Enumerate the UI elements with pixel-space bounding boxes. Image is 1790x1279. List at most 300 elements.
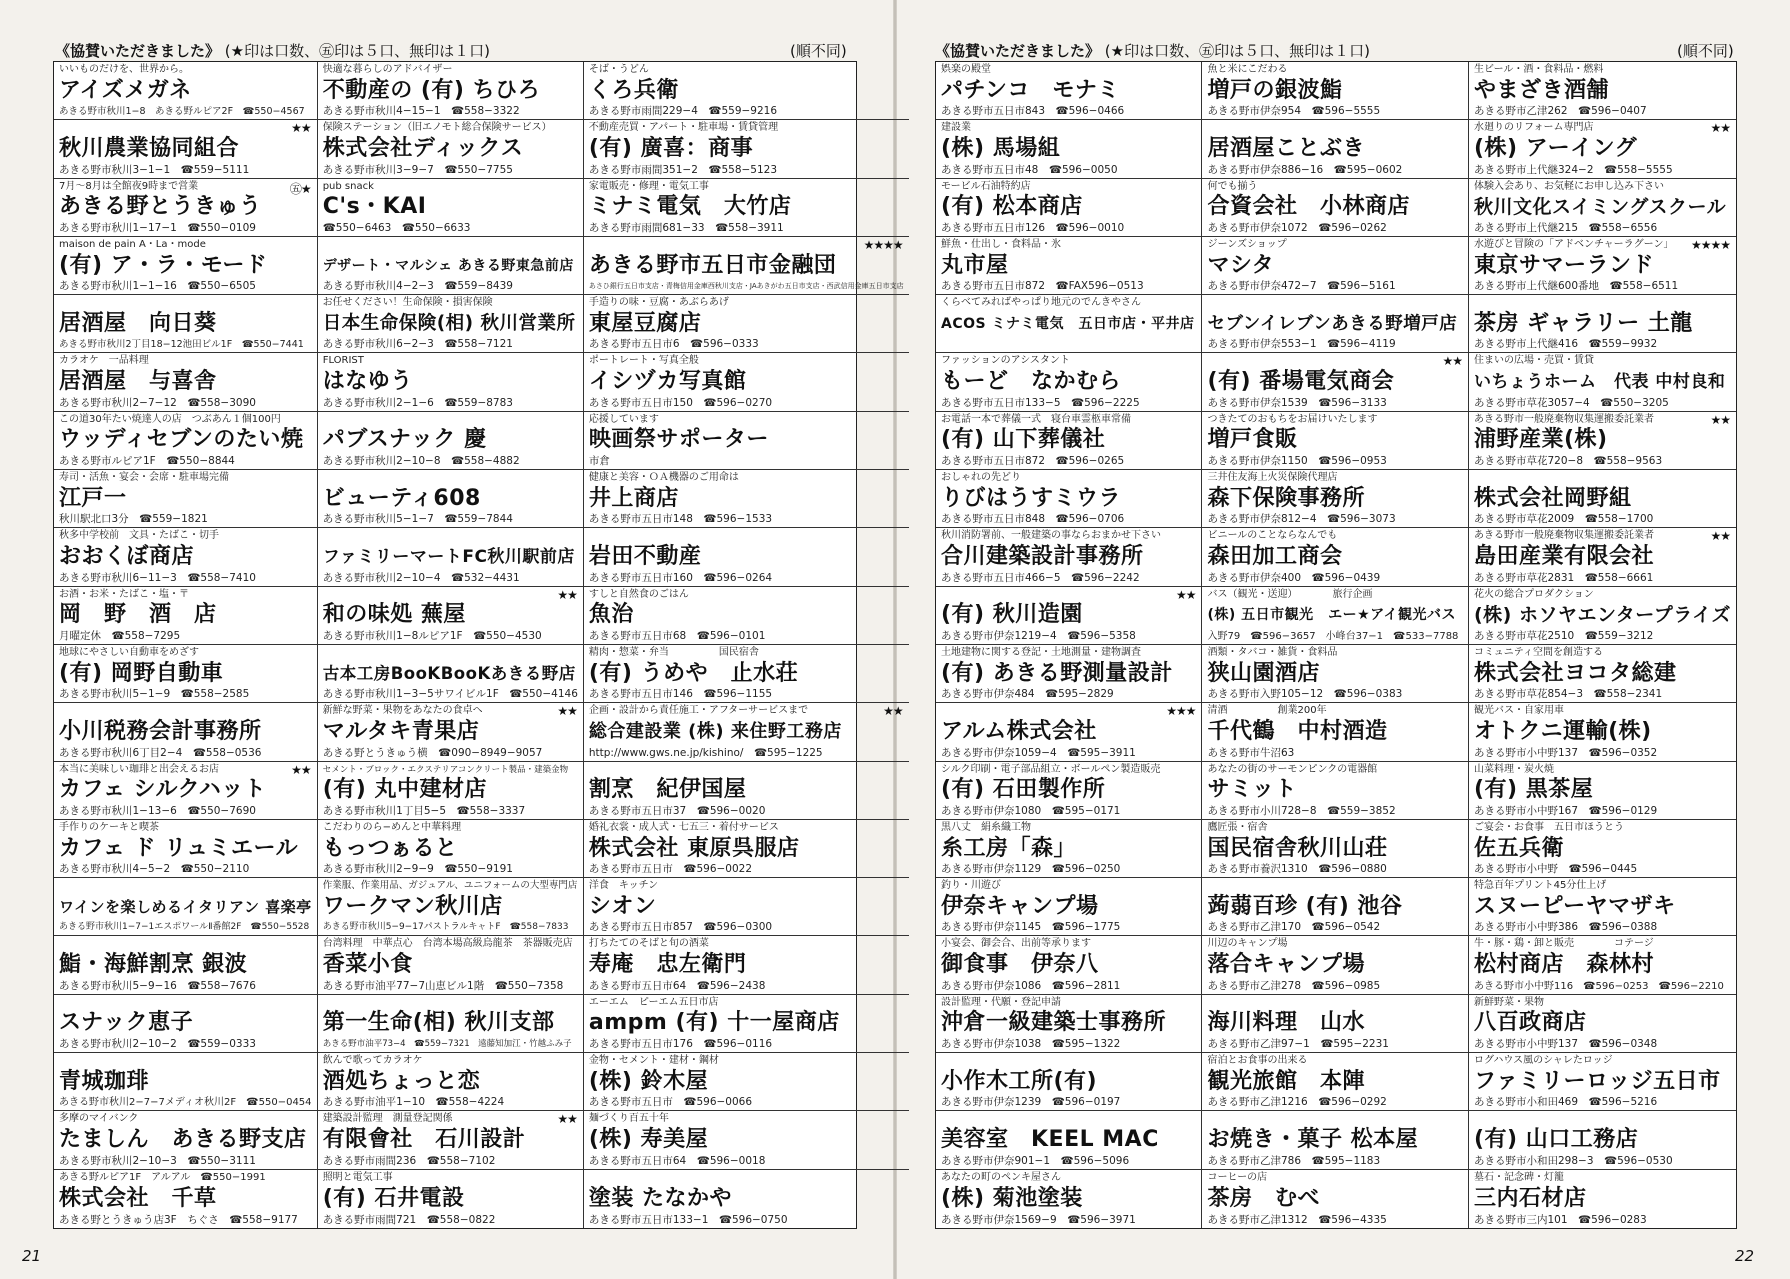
sponsor-caption: お電話一本で葬儀一式 寝台車霊柩車常備 [941, 413, 1131, 425]
sponsor-address: あきる野市小川728−8 ☎559−3852 [1207, 804, 1396, 817]
sponsor-cell [318, 353, 584, 411]
sponsor-address: あきる野市五日市133−5 ☎596−2225 [941, 396, 1140, 409]
sponsor-name: カフェ ド リュミエール [59, 835, 299, 861]
sponsor-cell [1469, 353, 1736, 411]
sponsor-cell [1202, 1053, 1469, 1111]
sponsor-cell [936, 62, 1202, 120]
sponsor-name: (株) 鈴木屋 [588, 1068, 709, 1094]
sponsor-cell [318, 995, 584, 1053]
sponsor-caption: 台湾料理 中華点心 台湾本場高級烏龍茶 茶器販売店 [322, 938, 573, 950]
sponsor-address: あきる野市小中野167 ☎596−0129 [1473, 804, 1658, 817]
sponsor-address: あきる野市五日市133−1 ☎596−0750 [588, 1213, 788, 1226]
sponsor-address: あきる野市伊奈1080 ☎595−0171 [941, 804, 1121, 817]
sponsor-address: あきる野市伊奈901−1 ☎596−5096 [941, 1154, 1130, 1167]
sponsor-name: 三内石材店 [1473, 1185, 1587, 1211]
sponsor-address: あきる野市秋川6−11−3 ☎558−7410 [59, 571, 256, 584]
sponsor-address: あきる野市秋川5−9−17パストラルキャトF ☎558−7833 [322, 922, 569, 933]
sponsor-address: あきる野市牛沼63 [1207, 746, 1295, 759]
sponsor-name: 和の味処 蕪屋 [322, 602, 466, 628]
sponsor-name: デザート・マルシェ あきる野東急前店 [322, 257, 574, 274]
sponsor-caption [941, 589, 1196, 601]
sponsor-caption [59, 997, 312, 1009]
sponsor-address: あきる野市秋川2−10−4 ☎532−4431 [322, 571, 520, 584]
sponsor-cell [584, 936, 909, 994]
sponsor-name: 浦野産業(株) [1473, 427, 1608, 453]
sponsor-address: あきる野市秋川6−2−3 ☎558−7121 [322, 338, 513, 351]
sponsor-address: あきる野市養沢1310 ☎596−0880 [1207, 863, 1387, 876]
sponsor-address: あきる野市小和田469 ☎596−5216 [1473, 1096, 1658, 1109]
sponsor-cell [584, 528, 909, 586]
sponsor-name: 割烹 紀伊国屋 [588, 777, 747, 803]
sponsor-name: 魚治 [588, 602, 634, 628]
sponsor-cell [1202, 1170, 1469, 1228]
sponsor-cell [318, 1111, 584, 1169]
sponsor-address: あきる野市油平73−4 ☎559−7321 遠藤知加江・竹越ふみ子 [322, 1039, 572, 1050]
sponsor-name: 増戸食販 [1207, 427, 1298, 453]
sponsor-caption [323, 472, 578, 484]
sponsor-cell [318, 703, 584, 761]
sponsor-caption [589, 239, 904, 251]
sponsor-name: もっつぁると [322, 835, 458, 861]
sponsor-address: 入野79 ☎596−3657 小峰台37−1 ☎533−7788 [1207, 630, 1459, 642]
sponsor-name: 森下保険事務所 [1207, 485, 1365, 511]
sponsor-name: 観光旅館 本陣 [1207, 1068, 1365, 1094]
sponsor-name: お焼き・菓子 松本屋 [1207, 1126, 1419, 1152]
sponsor-caption: FLORIST [322, 355, 364, 367]
sponsor-name: (有) 石田製作所 [941, 777, 1106, 803]
sponsor-address: あきる野市五日市126 ☎596−0010 [941, 221, 1125, 234]
sponsor-address: ☎550−6463 ☎550−6633 [322, 221, 471, 234]
sponsor-cell [936, 412, 1202, 470]
sponsor-caption [1474, 297, 1731, 309]
sponsor-caption: 精肉・惣菜・弁当 国民宿舎 [588, 646, 759, 658]
sponsor-caption: カラオケ 一品料理 [59, 355, 149, 367]
sponsor-address: あきる野市乙津278 ☎596−0985 [1207, 979, 1381, 992]
sponsor-caption: コミュニティ空間を創造する [1473, 646, 1603, 658]
sponsor-cell [584, 820, 909, 878]
sponsor-cell [318, 645, 584, 703]
sponsor-caption [323, 530, 578, 542]
sponsor-address: あきる野市小中野 ☎596−0445 [1473, 863, 1638, 876]
sponsor-address: あきる野市草花854−3 ☎558−2341 [1473, 688, 1663, 701]
sponsor-caption [1207, 122, 1463, 134]
sponsor-name: (有) 黒茶屋 [1473, 777, 1594, 803]
sponsor-name: 井上商店 [588, 485, 679, 511]
sponsor-address: あきる野市五日市64 ☎596−2438 [588, 979, 766, 992]
sponsor-caption: 快適な暮らしのアドバイザー [322, 64, 453, 75]
sponsor-name: 伊奈キャンプ場 [941, 893, 1099, 919]
sponsor-cell [54, 936, 318, 994]
sponsor-address: あきる野市五日市37 ☎596−0020 [588, 804, 766, 817]
sponsor-cell [584, 1053, 909, 1111]
sponsor-address: あきる野市秋川2−10−2 ☎559−0333 [59, 1038, 256, 1051]
sponsor-name: パチンコ モナミ [941, 77, 1120, 103]
sponsor-caption: 体験入会あり、お気軽にお申し込み下さい [1473, 180, 1664, 192]
sponsor-address: あきる野市伊奈1145 ☎596−1775 [941, 921, 1121, 934]
sponsor-caption: あきる野市一般廃棄物収集運搬委託業者 [1473, 413, 1654, 425]
sponsor-address: あきる野市小中野386 ☎596−0388 [1473, 921, 1658, 934]
sponsor-address: あきる野市秋川1−17−1 ☎550−0109 [59, 221, 256, 234]
sponsor-name: 秋川文化スイミングスクール [1473, 196, 1727, 219]
sponsor-caption: 黒八丈 絹糸織工物 [941, 821, 1031, 833]
sponsor-cell [54, 1111, 318, 1169]
sponsor-address: あきる野市五日市176 ☎596−0116 [588, 1038, 773, 1051]
sponsor-cell [318, 528, 584, 586]
sponsor-caption: ファッションのアシスタント [941, 355, 1070, 367]
sponsor-caption: モービル石油特約店 [941, 180, 1031, 192]
sponsor-name: ACOS ミナミ電気 五日市店・平井店 [941, 315, 1195, 332]
sponsor-caption: 応援しています [588, 413, 659, 425]
sponsor-cell [1469, 645, 1736, 703]
sponsor-caption: 住まいの広場・売買・賃貸 [1473, 355, 1594, 367]
sponsor-cell [584, 120, 909, 178]
sponsor-address: あきる野市秋川1−13−6 ☎550−7690 [59, 804, 256, 817]
sponsor-cell [1469, 995, 1736, 1053]
sponsor-cell [54, 295, 318, 353]
page-number: 21 [22, 1247, 42, 1265]
sponsor-cell [584, 1111, 909, 1169]
sponsor-cell [584, 412, 909, 470]
sponsor-caption: 建設業 [941, 122, 971, 134]
sponsor-name: 青城珈琲 [59, 1068, 150, 1094]
sponsor-name: 丸市屋 [941, 252, 1009, 278]
sponsor-cell [54, 412, 318, 470]
sponsor-caption: 家電販売・修理・電気工事 [588, 180, 709, 192]
sponsor-caption: 水廻りのリフォーム専門店 [1473, 122, 1594, 134]
sponsor-cell [1469, 470, 1736, 528]
sponsor-cell [936, 179, 1202, 237]
sponsor-address: あきる野市秋川1−8 あきる野ルピア2F ☎550−4567 [59, 106, 305, 118]
sponsor-cell [936, 878, 1202, 936]
sponsor-cell [936, 120, 1202, 178]
sponsor-name: りびはうすミウラ [941, 485, 1122, 511]
sponsor-cell [1202, 995, 1469, 1053]
sponsor-address: あきる野市秋川2−1−6 ☎559−8783 [322, 396, 513, 409]
sponsor-caption: 新鮮野菜・果物 [1473, 996, 1544, 1008]
sponsor-name: 小作木工所(有) [941, 1068, 1098, 1094]
sponsor-name: 蒟蒻百珍 (有) 池谷 [1207, 893, 1403, 919]
sponsor-cell [936, 528, 1202, 586]
sponsor-address: 秋川駅北口3分 ☎559−1821 [59, 513, 208, 526]
sponsor-caption [589, 764, 904, 776]
sponsor-cell [584, 645, 909, 703]
sponsor-caption: 牛・豚・鶏・卸と販売 コテージ [1473, 938, 1654, 950]
sponsor-cell [1202, 820, 1469, 878]
sponsor-cell [1202, 179, 1469, 237]
sponsor-caption: 三井住友海上火災保険代理店 [1207, 472, 1338, 484]
sponsor-address: あきる野市五日市68 ☎596−0101 [588, 629, 766, 642]
sponsor-name: (有) ア・ラ・モード [59, 252, 268, 278]
sponsor-address: あきる野市伊奈886−16 ☎595−0602 [1207, 163, 1403, 176]
sponsor-caption [59, 938, 312, 950]
sponsor-caption [323, 647, 578, 659]
sponsor-caption: 酒類・タバコ・雑貨・食料品 [1207, 646, 1338, 658]
sponsor-caption [1207, 880, 1463, 892]
sponsor-address: あきる野市上代継215 ☎558−6556 [1473, 221, 1658, 234]
sponsor-address: あきる野市五日市64 ☎596−0018 [588, 1154, 766, 1167]
sponsor-cell [1202, 412, 1469, 470]
sponsor-grid-right [935, 61, 1737, 1229]
sponsor-address: あきる野市秋川3−9−7 ☎550−7755 [322, 163, 513, 176]
sponsor-cell [1202, 645, 1469, 703]
sponsor-address: あきる野とうきゅう横 ☎090−8949−9057 [322, 746, 543, 759]
sponsor-cell [54, 1053, 318, 1111]
sponsor-cell [54, 587, 318, 645]
sponsor-name: (株) 五日市観光 エー★アイ観光バス [1207, 607, 1456, 624]
sponsor-cell [584, 179, 909, 237]
sponsor-cell [1202, 878, 1469, 936]
sponsor-caption: 魚と米にこだわる [1207, 64, 1288, 75]
sponsor-cell [936, 645, 1202, 703]
sponsor-caption: おしゃれの先どり [941, 472, 1021, 484]
sponsor-name: (株) 馬場組 [941, 135, 1061, 161]
sponsor-caption: 何でも揃う [1207, 180, 1258, 192]
sponsor-name: (有) 番場電気商会 [1207, 369, 1395, 395]
sponsor-address: あきる野市秋川1丁目5−5 ☎558−3337 [322, 804, 526, 817]
sponsor-address: あきる野市草花3057−4 ☎550−3205 [1473, 396, 1669, 409]
sponsor-address: あきる野市乙津262 ☎596−0407 [1473, 105, 1647, 118]
sponsor-caption: maison de pain A・La・mode [59, 238, 206, 250]
sponsor-stars: ★★ [1710, 529, 1730, 544]
sponsor-cell [54, 528, 318, 586]
sponsor-cell [1202, 762, 1469, 820]
sponsor-cell [936, 762, 1202, 820]
sponsor-address: あきる野市秋川3−1−1 ☎559−5111 [59, 163, 250, 176]
sponsor-name: 鮨・海鮮割烹 銀波 [59, 952, 248, 978]
sponsor-address: あきる野市秋川1−8ルピア1F ☎550−4530 [322, 629, 542, 642]
sponsor-address: あきる野市乙津1312 ☎596−4335 [1207, 1213, 1387, 1226]
sponsor-cell [1469, 528, 1736, 586]
sponsor-address: あきる野市秋川2−10−8 ☎558−4882 [322, 455, 520, 468]
sponsor-name: 塗装 たなかや [588, 1185, 733, 1211]
sponsor-caption: シルク印刷・電子部品組立・ボールペン製造販売 [941, 763, 1161, 775]
sponsor-name: くろ兵衛 [588, 77, 679, 103]
sponsor-caption: バス（観光・送迎） 旅行企画 [1207, 588, 1373, 600]
sponsor-cell [1469, 587, 1736, 645]
sponsor-name: ビューティ608 [322, 485, 481, 511]
sponsor-cell [1202, 62, 1469, 120]
sponsor-address: あきる野市伊奈812−4 ☎596−3073 [1207, 513, 1396, 526]
sponsor-name: 八百政商店 [1473, 1010, 1587, 1036]
sponsor-name: 秋川農業協同組合 [59, 135, 240, 161]
sponsor-address: あきる野市秋川2丁目18−12池田ビル1F ☎550−7441 [59, 339, 304, 351]
sponsor-stars: ★★ [1442, 354, 1462, 369]
sponsor-caption: エーエム ピーエム五日市店 [588, 996, 719, 1008]
sponsor-name: カフェ シルクハット [59, 777, 267, 803]
sponsor-address: あきる野市雨間236 ☎558−7102 [322, 1154, 496, 1167]
sponsor-address: あきる野市五日市872 ☎596−0265 [941, 455, 1125, 468]
sponsor-caption: pub snack [322, 180, 374, 192]
sponsor-address: あきる野市秋川5−9−16 ☎558−7676 [59, 979, 256, 992]
sponsor-caption: 本当に美味しい珈琲と出会えるお店 [59, 763, 219, 775]
sponsor-name: ワークマン秋川店 [322, 893, 503, 919]
sponsor-caption: くらべてみればやっぱり地元のでんきやさん [941, 297, 1141, 309]
sponsor-name: (有) あきる野測量設計 [941, 660, 1173, 686]
sponsor-address: あきる野市伊奈1086 ☎596−2811 [941, 979, 1121, 992]
sponsor-name: ファミリーロッジ五日市 [1473, 1068, 1721, 1094]
sponsor-name: 増戸の銀波鮨 [1207, 77, 1343, 103]
sponsor-cell [54, 62, 318, 120]
sponsor-caption: 飲んで歌ってカラオケ [322, 1055, 423, 1067]
sponsor-caption: 鷹匠張・宿舎 [1207, 821, 1268, 833]
sponsor-name: 合川建築設計事務所 [941, 544, 1144, 570]
sponsor-address: あきる野市秋川5−1−9 ☎558−2585 [59, 688, 250, 701]
sponsor-address: あきる野市秋川4−5−2 ☎550−2110 [59, 863, 250, 876]
sponsor-address: あきる野市五日市848 ☎596−0706 [941, 513, 1125, 526]
sponsor-name: アイズメガネ [59, 77, 192, 103]
sponsor-cell [584, 353, 909, 411]
sponsor-caption [1207, 1113, 1463, 1125]
sponsor-caption [589, 1172, 904, 1184]
sponsor-caption: 照明と電気工事 [322, 1171, 393, 1183]
sponsor-caption: こだわりのら−めんと中華料理 [322, 821, 462, 833]
sponsor-name: 株式会社 千草 [59, 1185, 217, 1211]
sponsor-name: 岩田不動産 [588, 544, 702, 570]
sponsor-address: あきる野市秋川6丁目2−4 ☎558−0536 [59, 746, 262, 759]
sponsor-caption: 鮮魚・仕出し・食料品・氷 [941, 238, 1061, 250]
sponsor-caption: 小宴会、御会合、出前等承ります [941, 938, 1091, 950]
sponsor-caption: 地球にやさしい自動車をめざす [59, 646, 199, 658]
sponsor-address: あきる野市雨間721 ☎558−0822 [322, 1213, 496, 1226]
sponsor-name: 第一生命(相) 秋川支部 [322, 1010, 555, 1036]
header-title: 《協賛いただきました》 [55, 42, 221, 60]
sponsor-name: 東屋豆腐店 [588, 310, 702, 336]
sponsor-address: あきる野市五日市146 ☎596−1155 [588, 688, 773, 701]
sponsor-caption: 娯楽の殿堂 [941, 64, 991, 75]
sponsor-address: あきる野市上代継324−2 ☎558−5555 [1473, 163, 1673, 176]
sponsor-caption: お酒・お米・たばこ・塩・〒 [59, 588, 189, 600]
sponsor-name: 日本生命保険(相) 秋川営業所 [322, 312, 576, 334]
sponsor-cell [1469, 120, 1736, 178]
sponsor-address: あきる野市秋川1−1−16 ☎550−6505 [59, 280, 256, 293]
sponsor-address: あきる野市五日市 ☎596−0066 [588, 1096, 753, 1109]
sponsor-address: あきる野市五日市160 ☎596−0264 [588, 571, 773, 584]
sponsor-name: 有限會社 石川設計 [322, 1126, 526, 1152]
sponsor-cell [1469, 295, 1736, 353]
sponsor-name: ワインを楽しめるイタリアン 喜楽亭 [59, 897, 312, 916]
sponsor-cell [936, 1170, 1202, 1228]
sponsor-caption: 観光バス・自家用車 [1473, 705, 1564, 717]
sponsor-address: あきる野市伊奈1569−9 ☎596−3971 [941, 1213, 1136, 1226]
sponsor-name: 佐五兵衛 [1473, 835, 1564, 861]
sponsor-cell [1469, 1170, 1736, 1228]
sponsor-address: あきる野市秋川4−15−1 ☎558−3322 [322, 105, 520, 118]
sponsor-name: 沖倉一級建築士事務所 [941, 1010, 1167, 1036]
sponsor-cell [584, 470, 909, 528]
sponsor-caption: 宿泊とお食事の出来る [1207, 1055, 1308, 1067]
sponsor-address [941, 338, 1196, 352]
sponsor-address: あきる野市油平77−7山恵ビル1階 ☎550−7358 [322, 979, 564, 992]
sponsor-name: スナック恵子 [59, 1010, 194, 1036]
sponsor-cell [936, 237, 1202, 295]
sponsor-cell [54, 878, 318, 936]
sponsor-address: あきる野市小中野137 ☎596−0352 [1473, 746, 1658, 759]
sponsor-caption: 婚礼衣裳・成人式・七五三・着付サービス [588, 821, 779, 833]
sponsor-caption: 打ちたてのそばと旬の酒菜 [588, 938, 709, 950]
sponsor-caption: 作業服、作業用品、ガジュアル、ユニフォームの大型専門店 [322, 880, 578, 892]
sponsor-cell [318, 1170, 584, 1228]
sponsor-name: 御食事 伊奈八 [941, 952, 1099, 978]
sponsor-caption: 手造りの味・豆腐・あぶらあげ [588, 297, 729, 309]
sponsor-stars: ★★ [557, 1112, 577, 1127]
sponsor-name: ウッディセブンのたい焼 [59, 427, 304, 453]
sponsor-name: ファミリーマートFC秋川駅前店 [322, 547, 575, 568]
sponsor-cell [1469, 237, 1736, 295]
sponsor-address: あきる野市秋川1−7−1エスポワールⅡ番館2F ☎550−5528 [59, 922, 310, 933]
sponsor-cell [54, 703, 318, 761]
sponsor-caption: 生ビール・酒・食料品・燃料 [1473, 64, 1604, 75]
sponsor-caption: あきる野市一般廃棄物収集運搬委託業者 [1473, 530, 1654, 542]
sponsor-caption: セメント・ブロック・エクステリアコンクリート製品・建築金物 [322, 764, 569, 775]
sponsor-caption: 清酒 創業200年 [1207, 705, 1327, 717]
sponsor-cell [318, 878, 584, 936]
sponsor-name: (有) 秋川造園 [941, 602, 1083, 628]
sponsor-name: (有) 松本商店 [941, 194, 1083, 220]
sponsor-address: あきる野市伊奈472−7 ☎596−5161 [1207, 280, 1396, 293]
sponsor-name: 居酒屋 向日葵 [59, 310, 217, 336]
sponsor-cell [318, 936, 584, 994]
sponsor-name: 酒処ちょっと恋 [322, 1068, 481, 1094]
sponsor-caption: この道30年たい焼達人の店 つぶあん１個100円 [59, 413, 281, 425]
sponsor-name: 江戸一 [59, 485, 127, 511]
sponsor-caption: 秋川消防署前、一般建築の事ならおまかせ下さい [941, 530, 1161, 542]
sponsor-name: 寿庵 忠左衛門 [588, 952, 747, 978]
sponsor-cell [318, 237, 584, 295]
sponsor-cell [584, 62, 909, 120]
header-order: (順不同) [790, 42, 847, 60]
sponsor-caption: 水遊びと冒険の「アドベンチャーラグーン」 [1473, 238, 1674, 250]
sponsor-address: あきる野市五日市48 ☎596−0050 [941, 163, 1118, 176]
sponsor-stars: ★★ [1710, 412, 1730, 427]
sponsor-name: 狭山園酒店 [1207, 660, 1320, 686]
sponsor-cell [1469, 820, 1736, 878]
sponsor-address: あきる野市草花2009 ☎558−1700 [1473, 513, 1654, 526]
sponsor-caption [1474, 1113, 1731, 1125]
sponsor-name: (有) 山口工務店 [1473, 1126, 1639, 1152]
sponsor-address: あきる野市雨間229−4 ☎559−9216 [588, 105, 778, 118]
sponsor-caption: いいものだけを、世界から。 [59, 64, 189, 75]
sponsor-address: あきる野市伊奈1072 ☎596−0262 [1207, 221, 1387, 234]
sponsor-name: (株) 寿美屋 [588, 1126, 709, 1152]
sponsor-name: 茶房 むべ [1207, 1185, 1320, 1211]
sponsor-name: C's・KAI [322, 194, 427, 220]
sponsor-grid-left [53, 61, 904, 1229]
sponsor-cell [936, 353, 1202, 411]
sponsor-address: あきる野市五日市466−5 ☎596−2242 [941, 571, 1140, 584]
sponsor-name: (有) 石井電設 [322, 1185, 465, 1211]
sponsor-caption: 寿司・活魚・宴会・会席・駐車場完備 [59, 472, 229, 484]
sponsor-cell [936, 820, 1202, 878]
sponsor-address: あきる野市五日市 ☎596−0022 [588, 863, 753, 876]
sponsor-name: アルム株式会社 [941, 718, 1097, 744]
sponsor-name: 国民宿舎秋川山荘 [1207, 835, 1388, 861]
sponsor-name: 居酒屋 与喜舎 [59, 369, 217, 395]
sponsor-address: あきる野市伊奈1059−4 ☎595−3911 [941, 746, 1136, 759]
sponsor-address: あきる野市伊奈1038 ☎595−1322 [941, 1038, 1121, 1051]
header-order: (順不同) [1677, 42, 1734, 60]
sponsor-address: あきる野市草花2510 ☎559−3212 [1473, 629, 1654, 642]
sponsor-caption: 建築設計監理 測量登記関係 [322, 1113, 453, 1125]
sponsor-caption: ログハウス風のシャレたロッジ [1473, 1055, 1613, 1067]
sponsor-address: あきる野市秋川2−7−7メディオ秋川2F ☎550−0454 [59, 1097, 312, 1109]
sponsor-address: あきる野市秋川1−3−5サワイビル1F ☎550−4146 [322, 688, 578, 701]
sponsor-address: あきる野市秋川2−9−9 ☎550−9191 [322, 863, 513, 876]
sponsor-cell [1469, 1111, 1736, 1169]
sponsor-name: 総合建設業 (株) 来住野工務店 [588, 720, 842, 742]
sponsor-address: あきる野市伊奈553−1 ☎596−4119 [1207, 338, 1396, 351]
sponsor-address: あきる野市三内101 ☎596−0283 [1473, 1213, 1647, 1226]
sponsor-name: やまざき酒舗 [1473, 77, 1609, 103]
